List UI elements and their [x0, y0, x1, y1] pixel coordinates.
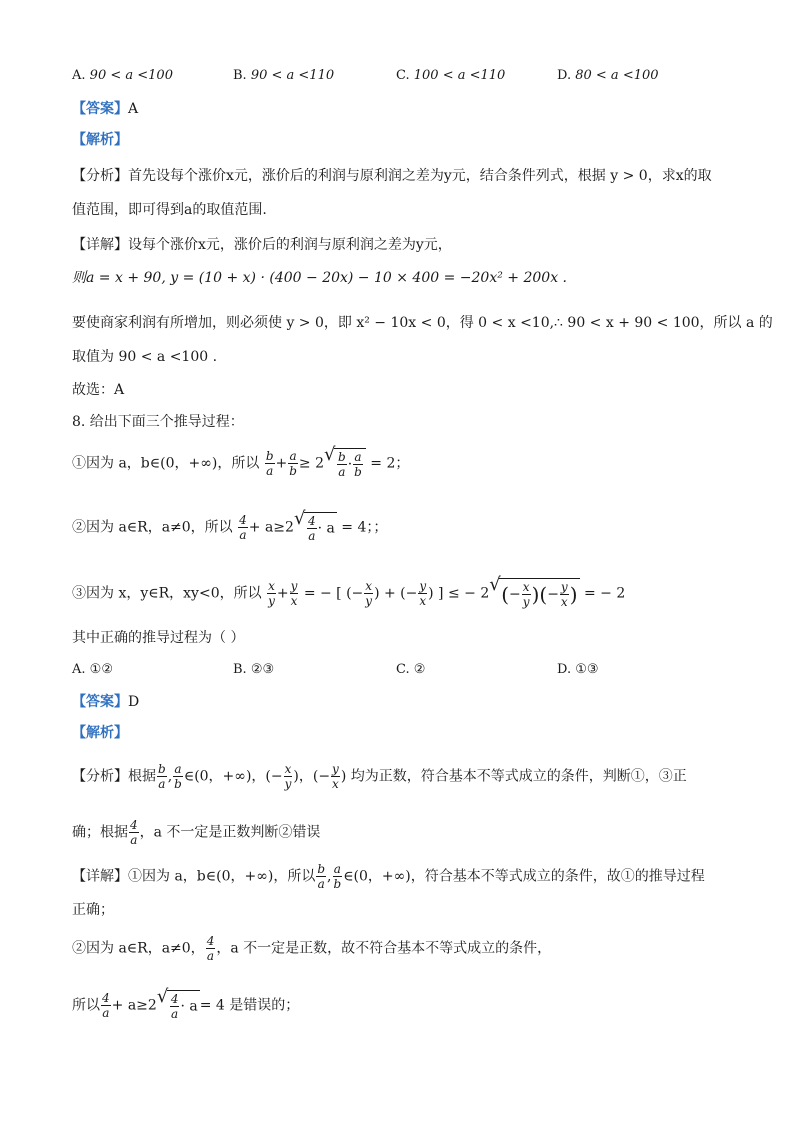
- q7-choose: 故选：A: [72, 382, 125, 398]
- q8-xiangjie-line3: ②因为 a∈R，a≠0， $\frac{4}{a}$ ，a 不一定是正数，故不符合基本不等式成立的条件，: [72, 934, 552, 963]
- q8-analysis-heading: 【解析】: [72, 725, 128, 741]
- q8-xiangjie-line2: 正确；: [72, 902, 114, 918]
- q8-stem: 8. 给出下面三个推导过程：: [72, 414, 244, 430]
- q8-option-a: A. ①②: [72, 662, 113, 677]
- q7-xiangjie-line3: 要使商家利润有所增加，则必须使 y > 0，即 x² − 10x < 0，得 0 < x <10,∴ 90 < x + 90 < 100，所以 a 的: [72, 315, 773, 331]
- q8-statement-3: ③因为 x，y∈R，xy<0，所以 $\frac{x}{y}$ + $\frac{y}{x}$ = − [ (− $\frac{x}{y}$ ) + (− $\frac{y}{x}$ ) ] ≤ − 2√ (− $\frac{x}{y}$ )(− $\frac{y}{x}$ ) = − 2: [72, 578, 625, 609]
- q8-option-b: B. ②③: [233, 662, 275, 677]
- q8-statement-2: ②因为 a∈R，a≠0，所以 $\frac{4}{a}$ + a≥2 √ $\frac{4}{a}$ · a = 4；；: [72, 512, 387, 543]
- q7-option-b: B. 90 < a <110: [233, 68, 335, 83]
- q7-fenxi-line1: 【分析】首先设每个涨价x元，涨价后的利润与原利润之差为y元，结合条件列式，根据 y > 0，求x的取: [72, 168, 712, 184]
- q7-answer: 【答案】A: [72, 101, 139, 117]
- q7-fenxi-line2: 值范围，即可得到a的取值范围.: [72, 202, 267, 218]
- q7-option-a: A. 90 < a <100: [72, 68, 173, 83]
- q8-fenxi-line1: 【分析】根据 $\frac{b}{a}$ , $\frac{a}{b}$ ∈(0，+∞)，(− $\frac{x}{y}$ )，(− $\frac{y}{x}$ ) 均为正数，符合基本不等式成立的条件，判断①，③正: [72, 762, 687, 791]
- q8-statement-1: ①因为 a，b∈(0，+∞)，所以 $\frac{b}{a}$ + $\frac{a}{b}$ ≥ 2 √ $\frac{b}{a}$ · $\frac{a}{b}$ = 2；: [72, 448, 409, 479]
- q7-xiangjie-line2: 则a = x + 90, y = (10 + x) · (400 − 20x) − 10 × 400 = −20x² + 200x .: [72, 270, 567, 286]
- q8-xiangjie-line1: 【详解】①因为 a，b∈(0，+∞)，所以 $\frac{b}{a}$ , $\frac{a}{b}$ ∈(0，+∞)，符合基本不等式成立的条件，故①的推导过程: [72, 862, 705, 891]
- q8-fenxi-line2: 确；根据 $\frac{4}{a}$ ，a 不一定是正数判断②错误: [72, 818, 321, 847]
- q8-question: 其中正确的推导过程为（ ）: [72, 630, 245, 646]
- q7-xiangjie-line1: 【详解】设每个涨价x元，涨价后的利润与原利润之差为y元，: [72, 237, 452, 253]
- q8-option-d: D. ①③: [557, 662, 599, 677]
- q7-xiangjie-line4: 取值为 90 < a <100 .: [72, 349, 218, 365]
- q8-xiangjie-line4: 所以 $\frac{4}{a}$ + a≥2 √ $\frac{4}{a}$ · a = 4 是错误的；: [72, 990, 299, 1021]
- q7-option-c: C. 100 < a <110: [396, 68, 506, 83]
- q7-option-d: D. 80 < a <100: [557, 68, 659, 83]
- q7-analysis-heading: 【解析】: [72, 132, 128, 148]
- q8-answer: 【答案】D: [72, 694, 140, 710]
- q8-option-c: C. ②: [396, 662, 426, 677]
